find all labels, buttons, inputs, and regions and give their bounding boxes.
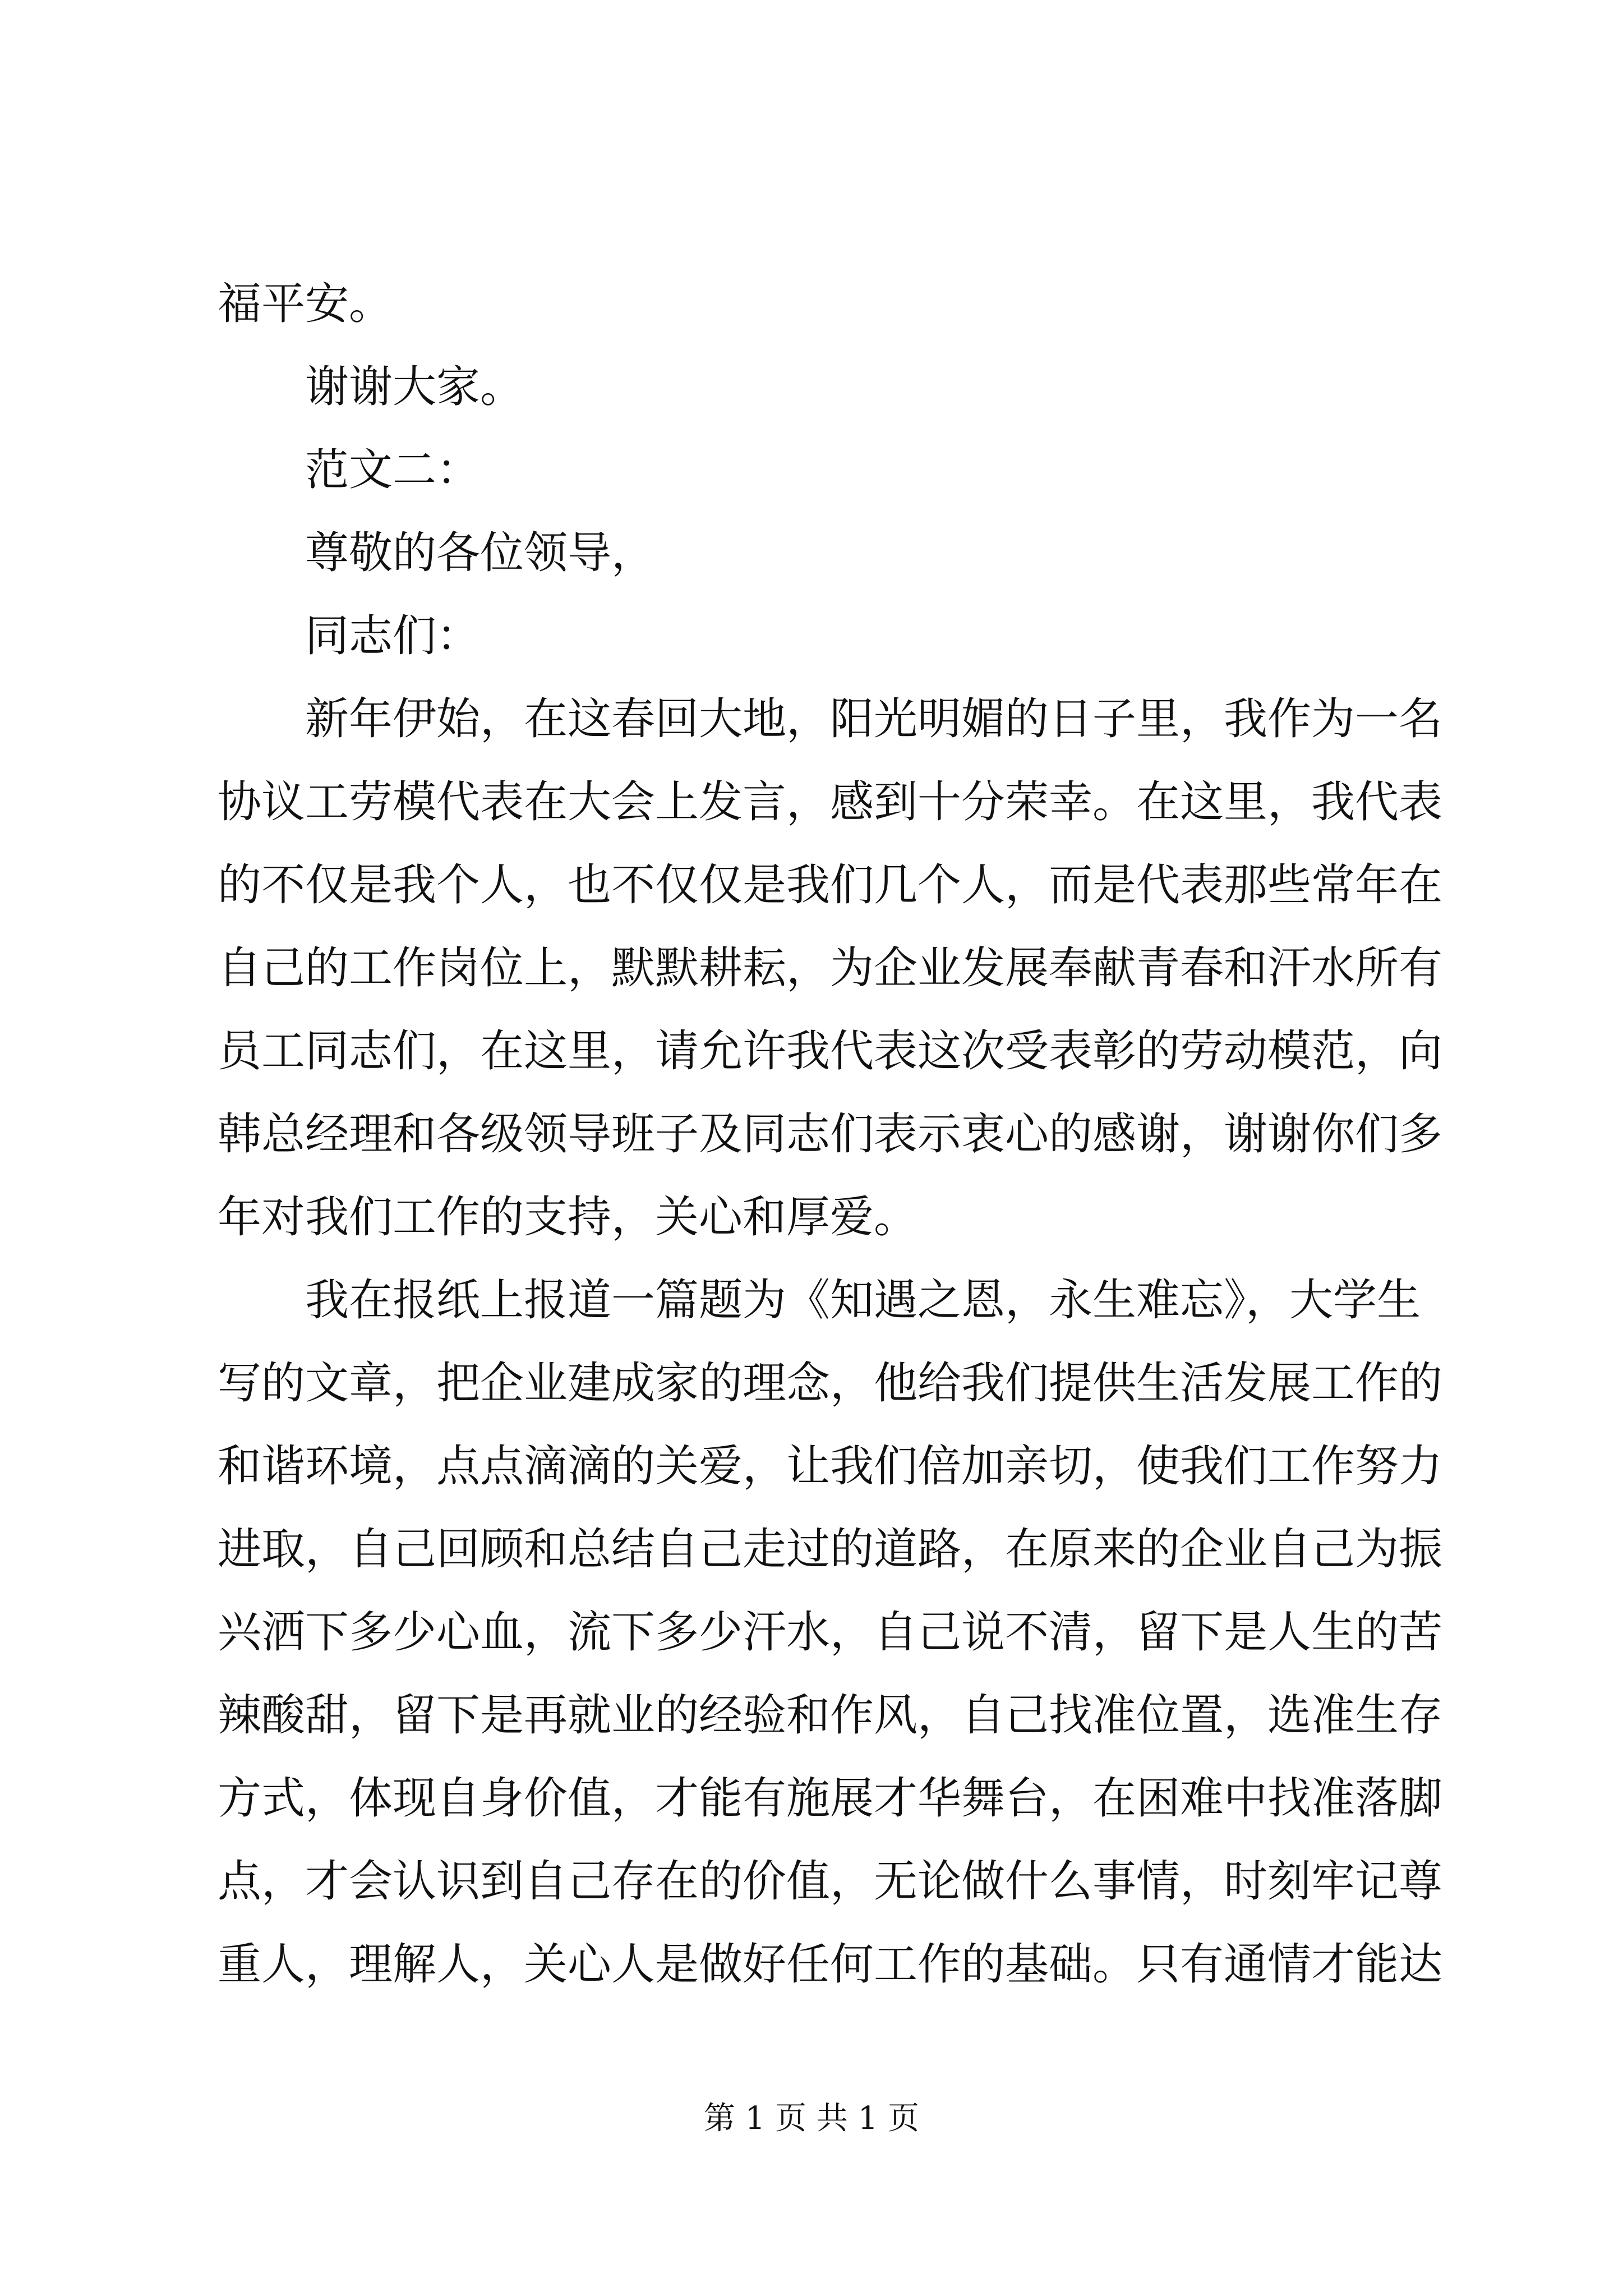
text-line: 范文二： (305, 445, 481, 495)
text-line: 兴洒下多少心血，流下多少汗水，自己说不清，留下是人生的苦 (218, 1607, 1443, 1658)
text-line: 我在报纸上报道一篇题为《知遇之恩，永生难忘》，大学生 (305, 1275, 1421, 1326)
text-line: 协议工劳模代表在大会上发言，感到十分荣幸。在这里，我代表 (218, 777, 1443, 827)
page-footer: 第 1 页 共 1 页 (703, 2100, 920, 2137)
text-line: 福平安。 (218, 279, 393, 329)
text-line: 辣酸甜，留下是再就业的经验和作风，自己找准位置，选准生存 (218, 1690, 1443, 1741)
document-body (218, 263, 1443, 2006)
text-line: 韩总经理和各级领导班子及同志们表示衷心的感谢，谢谢你们多 (218, 1109, 1443, 1159)
text-line: 点，才会认识到自己存在的价值，无论做什么事情，时刻牢记尊 (218, 1856, 1443, 1907)
text-line: 的不仅是我个人，也不仅仅是我们几个人，而是代表那些常年在 (218, 860, 1443, 910)
text-line: 新年伊始，在这春回大地，阳光明媚的日子里，我作为一名 (305, 694, 1443, 744)
text-line: 年对我们工作的支持，关心和厚爱。 (218, 1192, 918, 1243)
text-line: 方式，体现自身价值，才能有施展才华舞台，在困难中找准落脚 (218, 1773, 1443, 1824)
text-line: 重人，理解人，关心人是做好任何工作的基础。只有通情才能达 (218, 1939, 1443, 1990)
text-line: 尊敬的各位领导， (305, 528, 656, 578)
text-line: 自己的工作岗位上，默默耕耘，为企业发展奉献青春和汗水所有 (218, 943, 1443, 993)
text-line: 谢谢大家。 (305, 362, 524, 412)
text-line: 写的文章，把企业建成家的理念，他给我们提供生活发展工作的 (218, 1358, 1443, 1409)
text-line: 员工同志们，在这里，请允许我代表这次受表彰的劳动模范，向 (218, 1026, 1443, 1076)
text-line: 和谐环境，点点滴滴的关爱，让我们倍加亲切，使我们工作努力 (218, 1441, 1443, 1492)
text-line: 同志们： (305, 611, 481, 661)
text-line: 进取，自己回顾和总结自己走过的道路，在原来的企业自己为振 (218, 1524, 1443, 1575)
